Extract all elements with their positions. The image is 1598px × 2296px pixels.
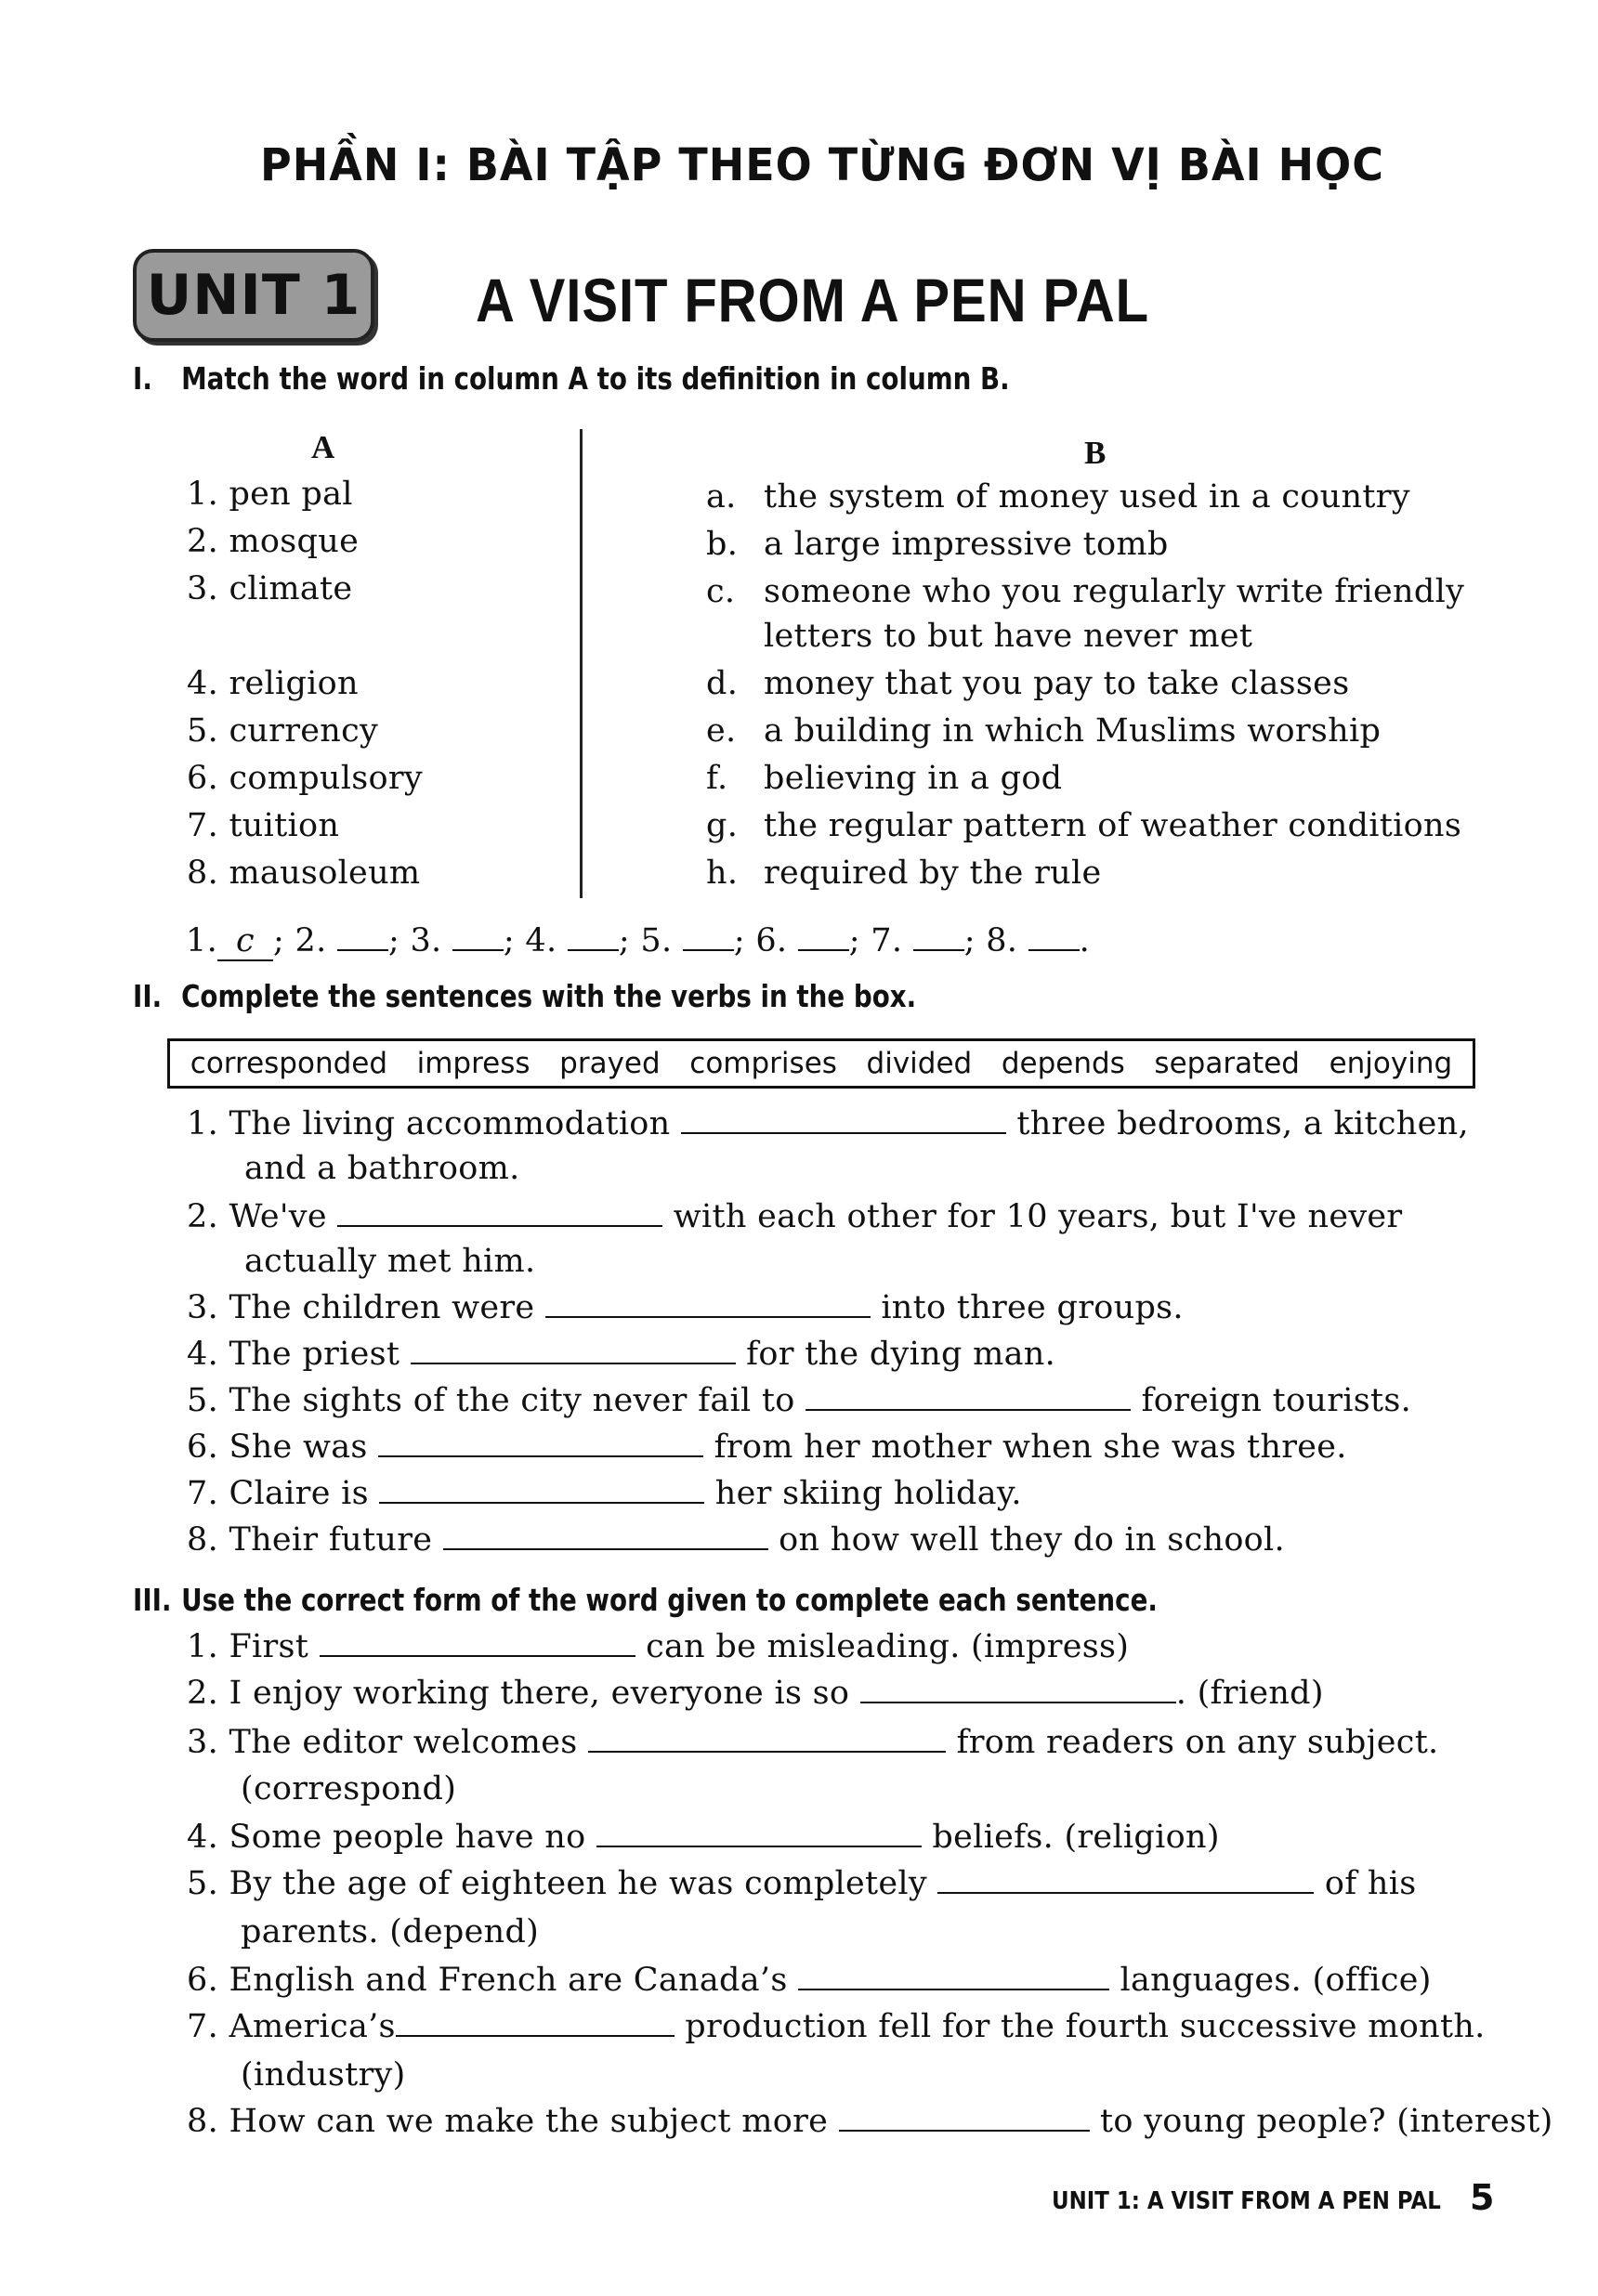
fill-blank[interactable] <box>396 2011 675 2037</box>
exercise-2-item: 8. Their future on how well they do in school. <box>187 1521 1285 1559</box>
answer-6-blank[interactable] <box>798 925 849 951</box>
column-divider <box>580 429 583 898</box>
answer-1[interactable]: c <box>217 922 273 961</box>
box-word: comprises <box>689 1047 837 1080</box>
exercise-3-item: 7. America’s production fell for the fourth successive month. <box>187 2008 1486 2045</box>
answer-3-blank[interactable] <box>452 925 504 951</box>
answer-2-blank[interactable] <box>337 925 388 951</box>
col-b-item: b. a large impressive tomb <box>706 526 1169 563</box>
exercise-3-item: 6. English and French are Canada’s languages. (office) <box>187 1962 1432 1999</box>
col-b-item: g. the regular pattern of weather conditions <box>706 807 1462 844</box>
col-b-item: a. the system of money used in a country <box>706 478 1410 515</box>
section-3-roman: III. <box>133 1582 172 1618</box>
col-b-item: e. a building in which Muslims worship <box>706 712 1382 750</box>
part-title: PHẦN I: BÀI TẬP THEO TỪNG ĐƠN VỊ BÀI HỌC <box>260 137 1384 191</box>
col-b-item: h. required by the rule <box>706 854 1102 892</box>
answer-7-blank[interactable] <box>913 925 964 951</box>
box-word: separated <box>1154 1047 1300 1080</box>
section-2-roman: II. <box>133 978 163 1014</box>
exercise-2-item: 5. The sights of the city never fail to foreign tourists. <box>187 1382 1412 1419</box>
col-b-item: f. believing in a god <box>706 760 1063 797</box>
section-1-roman: I. <box>133 360 152 397</box>
answer-5-blank[interactable] <box>683 925 734 951</box>
exercise-2-item: 4. The priest for the dying man. <box>187 1336 1056 1373</box>
section-3-heading <box>133 1582 1158 1618</box>
col-b-item: d. money that you pay to take classes <box>706 665 1350 702</box>
section-1-heading <box>133 360 1010 397</box>
col-a-item: 8. mausoleum <box>187 854 421 892</box>
col-a-item: 6. compulsory <box>187 760 423 797</box>
exercise-3-item: 5. By the age of eighteen he was completely of his <box>187 1865 1417 1902</box>
fill-blank[interactable] <box>681 1108 1006 1134</box>
exercise-3-item-cont: parents. (depend) <box>241 1913 540 1950</box>
col-a-item: 2. mosque <box>187 523 360 560</box>
col-a-item: 4. religion <box>187 665 359 702</box>
fill-blank[interactable] <box>443 1524 768 1550</box>
fill-blank[interactable] <box>411 1338 736 1364</box>
section-2-instruction: Complete the sentences with the verbs in the box. <box>181 978 917 1014</box>
exercise-2-item: 6. She was from her mother when she was three. <box>187 1428 1347 1466</box>
exercise-3-item-cont: (correspond) <box>241 1770 457 1807</box>
col-a-item: 1. pen pal <box>187 476 353 513</box>
box-word: corresponded <box>190 1047 388 1080</box>
section-3-instruction: Use the correct form of the word given to complete each sentence. <box>181 1582 1158 1618</box>
fill-blank[interactable] <box>379 1478 704 1504</box>
column-a-header: A <box>311 429 335 465</box>
unit-title: A VISIT FROM A PEN PAL <box>476 266 1149 334</box>
box-word: prayed <box>559 1047 661 1080</box>
exercise-3-item: 3. The editor welcomes from readers on any subject. <box>187 1724 1439 1761</box>
exercise-3-item: 4. Some people have no beliefs. (religion) <box>187 1819 1220 1856</box>
exercise-2-item-cont: actually met him. <box>244 1243 536 1280</box>
section-1-instruction: Match the word in column A to its definition in column B. <box>181 360 1010 397</box>
exercise-2-item: 7. Claire is her skiing holiday. <box>187 1475 1022 1512</box>
exercise-3-item: 8. How can we make the subject more to young people? (interest) <box>187 2103 1553 2140</box>
exercise-2-item: 3. The children were into three groups. <box>187 1289 1184 1326</box>
fill-blank[interactable] <box>588 1727 946 1753</box>
fill-blank[interactable] <box>320 1631 635 1657</box>
word-box <box>167 1038 1475 1089</box>
fill-blank[interactable] <box>798 1964 1109 1990</box>
box-word: depends <box>1001 1047 1125 1080</box>
footer-unit-label: UNIT 1: A VISIT FROM A PEN PAL <box>1052 2187 1441 2215</box>
page-number: 5 <box>1470 2177 1495 2218</box>
box-word: impress <box>416 1047 530 1080</box>
col-a-item: 7. tuition <box>187 807 340 844</box>
answer-8-blank[interactable] <box>1028 925 1080 951</box>
fill-blank[interactable] <box>937 1868 1314 1894</box>
exercise-2-item: 2. We've with each other for 10 years, but I've never <box>187 1198 1403 1235</box>
fill-blank[interactable] <box>378 1431 703 1457</box>
exercise-2-item-cont: and a bathroom. <box>244 1150 520 1187</box>
fill-blank[interactable] <box>806 1385 1131 1411</box>
exercise-3-item: 2. I enjoy working there, everyone is so . (friend) <box>187 1675 1324 1712</box>
col-a-item: 5. currency <box>187 712 379 750</box>
exercise-3-item-cont: (industry) <box>241 2056 406 2094</box>
column-b-header: B <box>1084 435 1107 471</box>
fill-blank[interactable] <box>337 1201 662 1227</box>
col-b-item-cont: letters to but have never met <box>764 618 1253 655</box>
answer-line: 1. c ; 2. ; 3. ; 4. ; 5. ; 6. ; 7. ; 8. . <box>186 922 1091 959</box>
unit-badge: UNIT 1 <box>133 249 374 342</box>
fill-blank[interactable] <box>596 1821 922 1847</box>
col-b-item: c. someone who you regularly write friendly <box>706 573 1465 610</box>
exercise-3-item: 1. First can be misleading. (impress) <box>187 1628 1130 1665</box>
fill-blank[interactable] <box>860 1677 1176 1703</box>
col-a-item: 3. climate <box>187 570 353 607</box>
exercise-2-item: 1. The living accommodation three bedrooms, a kitchen, <box>187 1105 1469 1142</box>
fill-blank[interactable] <box>839 2106 1090 2132</box>
answer-4-blank[interactable] <box>568 925 619 951</box>
fill-blank[interactable] <box>545 1292 871 1318</box>
box-word: enjoying <box>1329 1047 1453 1080</box>
box-word: divided <box>866 1047 973 1080</box>
section-2-heading <box>133 978 916 1014</box>
